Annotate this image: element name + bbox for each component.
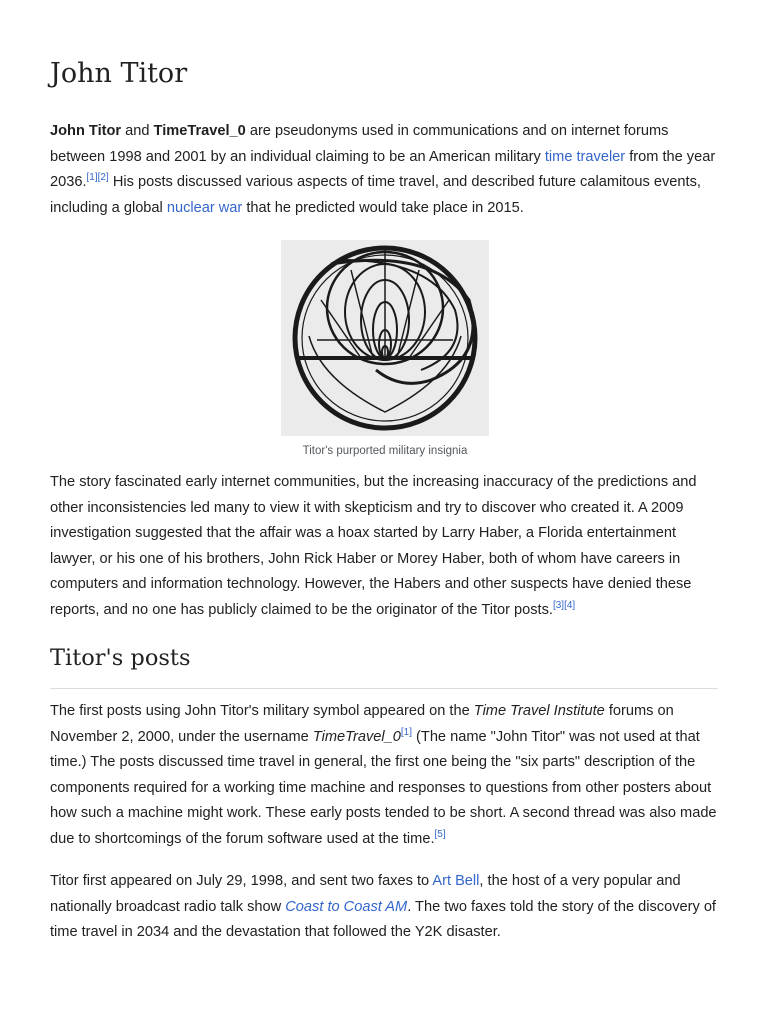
link-art-bell[interactable]: Art Bell	[432, 873, 480, 889]
faxes-paragraph	[50, 869, 718, 946]
military-insignia-image[interactable]	[281, 240, 489, 436]
posts-text-c: (The name "John Titor" was not used at that time.) The posts discussed time travel in general, the first one being the "six parts" description of the components required for a working time machine and responses to questions from other posters about how such a machine might work. These early posts tended to be short. A second thread was also made due to shortcomings of the forum software used at the time.	[50, 728, 717, 847]
italic-coast-to-coast-am: Coast to Coast AM	[285, 898, 408, 915]
insignia-drawing	[281, 240, 489, 436]
faxes-text-b: , the host of a very popular and nationally broadcast radio talk show	[50, 873, 681, 915]
link-time-traveler[interactable]: time traveler	[544, 148, 626, 165]
page-title: John Titor	[50, 58, 188, 89]
italic-username: TimeTravel_0	[312, 728, 401, 745]
bold-name-john-titor: John Titor	[50, 123, 122, 139]
faxes-text-a: Titor first appeared on July 29, 1998, and sent two faxes to	[50, 873, 433, 889]
intro-paragraph	[50, 119, 718, 221]
italic-time-travel-institute: Time Travel Institute	[473, 703, 605, 719]
posts-paragraph	[50, 699, 718, 853]
ref-link-5[interactable]: [5]	[434, 829, 446, 841]
ref-link-1[interactable]: [1]	[86, 172, 98, 184]
figure-caption: Titor's purported military insignia	[302, 445, 468, 457]
story-text: The story fascinated early internet communities, but the increasing inaccuracy of the predictions and other inconsistencies led many to view it with skepticism and try to discover who created it. A 2009 investigation suggested that the affair was a hoax started by Larry Haber, a Florida entertainment lawyer, or his one of his brothers, John Rick Haber or Morey Haber, both of whom have careers in computers and information technology. However, the Habers and other suspects have denied these reports, and no one has publicly claimed to be the originator of the Titor posts.	[50, 474, 697, 618]
faxes-text-c: . The two faxes told the story of the discovery of time travel in 2034 and the devastation that followed the Y2K disaster.	[50, 898, 716, 941]
link-coast-to-coast-am[interactable]	[285, 899, 407, 915]
ref-link-2[interactable]: [2]	[97, 172, 109, 184]
section-heading-titors-posts: Titor's posts	[50, 645, 191, 671]
section-divider	[50, 688, 718, 689]
intro-text-a: are pseudonyms used in communications and on internet forums between 1998 and 2001 by an individual claiming to be an American military	[50, 123, 669, 165]
intro-text-c: His posts discussed various aspects of time travel, and described future calamitous events, including a global	[50, 174, 701, 216]
story-paragraph	[50, 470, 718, 624]
posts-text-b: forums on November 2, 2000, under the username	[50, 703, 674, 745]
ref-link-4[interactable]: [4]	[564, 600, 576, 612]
posts-text-a: The first posts using John Titor's military symbol appeared on the	[50, 703, 474, 719]
ref-link-3[interactable]: [3]	[552, 600, 565, 612]
link-nuclear-war[interactable]: nuclear war	[166, 199, 243, 216]
intro-text-b: from the year 2036.	[50, 148, 716, 191]
intro-text-d: that he predicted would take place in 2015.	[242, 199, 524, 216]
intro-text-and: and	[121, 123, 154, 139]
bold-name-timetravel0: TimeTravel_0	[153, 123, 246, 139]
insignia-figure	[281, 240, 489, 459]
ref-link-1-posts[interactable]: [1]	[400, 726, 412, 738]
